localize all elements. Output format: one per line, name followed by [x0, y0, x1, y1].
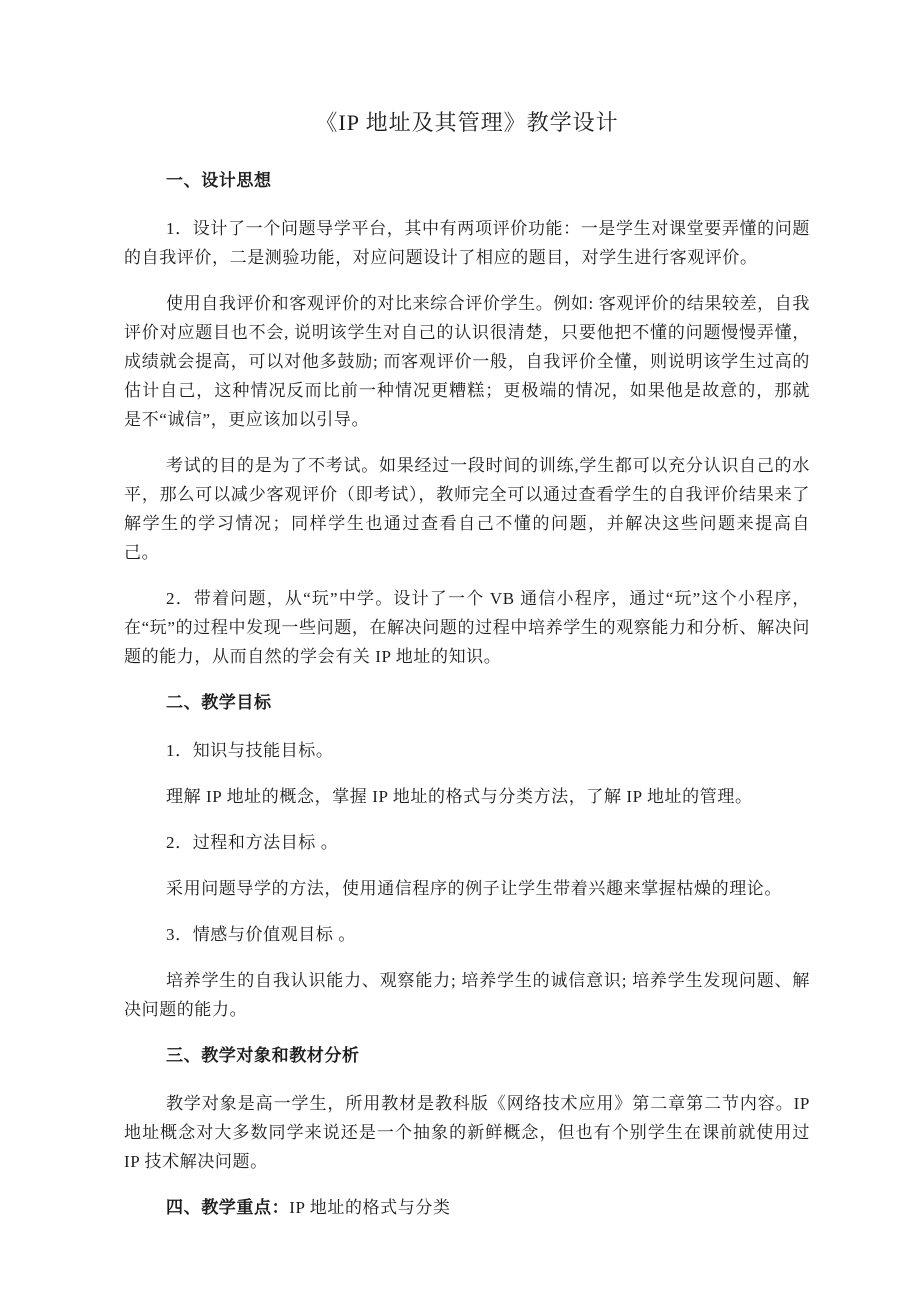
teaching-focus-text: IP 地址的格式与分类	[289, 1198, 451, 1217]
section-heading-audience-material: 三、教学对象和教材分析	[166, 1046, 360, 1065]
section-heading-design-idea: 一、设计思想	[166, 171, 272, 190]
document-title: 《IP 地址及其管理》教学设计	[315, 110, 619, 135]
paragraph-exam-purpose: 考试的目的是为了不考试。如果经过一段时间的训练,学生都可以充分认识自己的水平，那么可以减少客观评价（即考试），教师完全可以通过查看学生的自我评价结果来了解学生的学习情况；同样学生也通过查看自己不懂的问题，并解决这些问题来提高自己。	[124, 456, 810, 562]
teaching-focus-label: 四、教学重点：	[166, 1198, 290, 1217]
paragraph-audience-material-detail: 教学对象是高一学生，所用教材是教科版《网络技术应用》第二章第二节内容。IP 地址概念对大多数同学来说还是一个抽象的新鲜概念，但也有个别学生在课前就使用过 IP 技术解决问题。	[124, 1094, 810, 1171]
paragraph-platform-evaluation: 1．设计了一个问题导学平台，其中有两项评价功能：一是学生对课堂要弄懂的问题的自我评价，二是测验功能，对应问题设计了相应的题目，对学生进行客观评价。	[124, 219, 810, 267]
paragraph-goal-knowledge-skill: 1．知识与技能目标。	[166, 741, 334, 760]
paragraph-learn-by-playing: 2．带着问题，从“玩”中学。设计了一个 VB 通信小程序，通过“玩”这个小程序，在“玩”的过程中发现一些问题，在解决问题的过程中培养学生的观察能力和分析、解决问题的能力，从而自然的学会有关 IP 地址的知识。	[124, 589, 810, 666]
section-heading-teaching-focus	[124, 1193, 810, 1222]
paragraph-evaluation-comparison: 使用自我评价和客观评价的对比来综合评价学生。例如: 客观评价的结果较差，自我评价对应题目也不会, 说明该学生对自己的认识很清楚，只要他把不懂的问题慢慢弄懂，成绩就会提高，可以对他多鼓励; 而客观评价一般，自我评价全懂，则说明该学生过高的估计自己，这种情况反而比前一种情况更糟糕；更极端的情况，如果他是故意的，那就是不“诚信”，更应该加以引导。	[124, 294, 810, 429]
paragraph-goal-process-method: 2．过程和方法目标 。	[166, 833, 339, 852]
paragraph-goal-process-method-detail: 采用问题导学的方法，使用通信程序的例子让学生带着兴趣来掌握枯燥的理论。	[166, 879, 782, 898]
paragraph-goal-emotion-value: 3．情感与价值观目标 。	[166, 925, 356, 944]
paragraph-goal-emotion-value-detail: 培养学生的自我认识能力、观察能力; 培养学生的诚信意识; 培养学生发现问题、解决问题的能力。	[124, 971, 810, 1019]
section-heading-teaching-goals: 二、教学目标	[166, 693, 272, 712]
paragraph-goal-knowledge-skill-detail: 理解 IP 地址的概念，掌握 IP 地址的格式与分类方法，了解 IP 地址的管理。	[166, 787, 753, 806]
